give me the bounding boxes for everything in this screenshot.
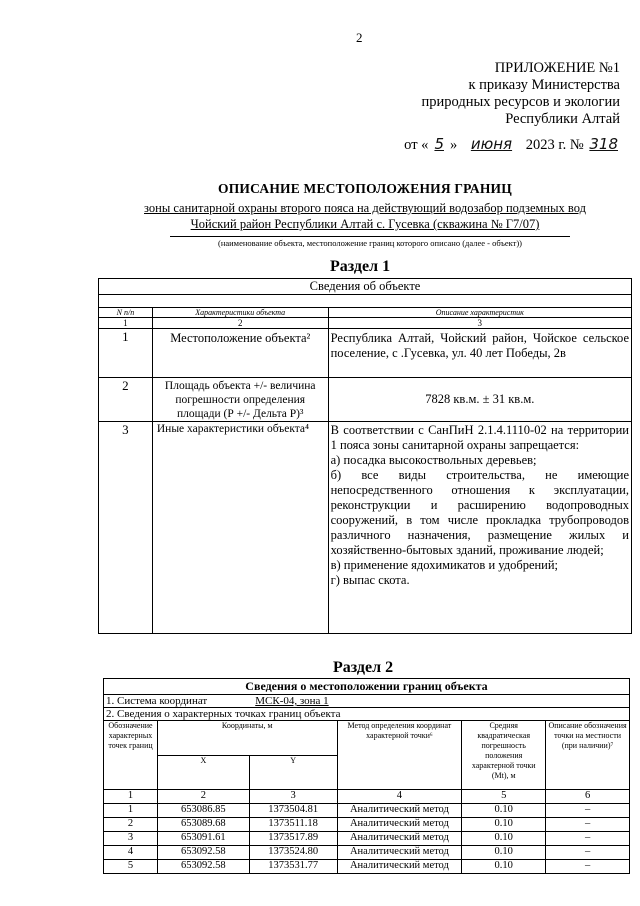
table-row: 3 653091.61 1373517.89 Аналитический метод 0.10 – (104, 832, 630, 846)
handwritten-order-number: 318 (589, 135, 618, 153)
header-accuracy: Средняя квадратическая погрешность положения характерной точки (Мt), м (462, 721, 546, 790)
document-title-block (100, 181, 630, 248)
header-method: Метод определения координат характерной точки⁶ (337, 721, 462, 790)
order-date-line (404, 136, 620, 154)
section-1-title: Раздел 1 (330, 258, 391, 275)
desc-line: в) применение ядохимикатов и удобрений; (330, 558, 559, 572)
table-row: 2 Площадь объекта +/- величина погрешности определения площади (Р +/- Дельта Р)³ 7828 кв.м. ± 31 кв.м. (99, 378, 632, 422)
desc-line: В соответствии с СанПиН 2.1.4.1110-02 на территории 1 пояса зоны санитарной охраны запрещается: (330, 423, 629, 452)
title-caption: (наименование объекта, местоположение границ которого описано (далее - объект)) (170, 236, 570, 248)
appendix-line-2: к приказу Министерства (468, 77, 620, 93)
table-row: 5 653092.58 1373531.77 Аналитический метод 0.10 – (104, 860, 630, 874)
handwritten-month: июня (470, 135, 513, 153)
header-description: Описание характеристик (328, 308, 631, 318)
table-row: 1 653086.85 1373504.81 Аналитический метод 0.10 – (104, 804, 630, 818)
coord-system-label: 1. Система координат (106, 695, 208, 707)
header-characteristic: Характеристики объекта (152, 308, 328, 318)
section-2-title: Раздел 2 (333, 659, 394, 676)
table-row: 4 653092.58 1373524.80 Аналитический метод 0.10 – (104, 846, 630, 860)
year-text: 2023 г. № (525, 137, 584, 153)
object-info-table: Сведения об объекте N п/п Характеристики объекта Описание характеристик 1 2 3 1 Местоположение объекта² Республика Алтай, Чойский район, Чойское сельское поселение, с .Гусевка, ул. 40 лет Победы, 2в 2 Площадь объекта +/- величина погрешности определения площади (Р +/- Дельта Р)³ 7828 кв.м. ± 31 кв.м. 3 Иные характеристики объекта⁴ В соответствии с СанПиН 2.1.4.1110-02 на территории 1 пояса зоны санитарной охраны запрещается: а) посадка высокоствольных деревьев; б) все виды строительства, не имеющие непосредственного отношения к эксплуатации, реконструкции и расширению водопроводных сооружений, в том числе прокладка трубопроводов различного назначения, размещение жилых и хозяйственно-бытовых зданий, проживание людей; в) применение ядохимикатов и удобрений; г) выпас скота. (98, 278, 632, 634)
header-designation: Обозначение характерных точек границ (104, 721, 158, 790)
page-number: 2 (356, 30, 363, 45)
desc-line: б) все виды строительства, не имеющие непосредственного отношения к эксплуатации, реконструкции и расширению водопроводных сооружений, в том числе прокладка трубопроводов различного назначения, размещение жилых и хозяйственно-бытовых зданий, проживание людей; (330, 468, 629, 557)
table-row: 2 653089.68 1373511.18 Аналитический метод 0.10 – (104, 818, 630, 832)
table-row: 3 Иные характеристики объекта⁴ В соответствии с СанПиН 2.1.4.1110-02 на территории 1 пояса зоны санитарной охраны запрещается: а) посадка высокоствольных деревьев; б) все виды строительства, не имеющие непосредственного отношения к эксплуатации, реконструкции и расширению водопроводных сооружений, в том числе прокладка трубопроводов различного назначения, размещение жилых и хозяйственно-бытовых зданий, проживание людей; в) применение ядохимикатов и удобрений; г) выпас скота. (99, 422, 632, 634)
header-point-description: Описание обозначения точки на местности (при наличии)⁷ (546, 721, 630, 790)
appendix-line-1: ПРИЛОЖЕНИЕ №1 (494, 60, 620, 76)
appendix-block (404, 60, 620, 154)
header-y: Y (249, 755, 337, 790)
table-row: 1 Местоположение объекта² Республика Алтай, Чойский район, Чойское сельское поселение, с .Гусевка, ул. 40 лет Победы, 2в (99, 329, 632, 378)
header-coordinates: Координаты, м (157, 721, 337, 756)
table-title: Сведения об объекте (99, 279, 632, 295)
object-name: зоны санитарной охраны второго пояса на действующий водозабор подземных вод (144, 201, 586, 215)
desc-line: г) выпас скота. (330, 573, 410, 587)
document-title: ОПИСАНИЕ МЕСТОПОЛОЖЕНИЯ ГРАНИЦ (218, 181, 512, 196)
date-mid: » (449, 137, 458, 153)
coord-system-value: МСК-04, зона 1 (255, 695, 329, 707)
appendix-line-4: Республики Алтай (505, 111, 620, 127)
header-n: N п/п (99, 308, 153, 318)
header-x: X (157, 755, 249, 790)
appendix-line-3: природных ресурсов и экологии (421, 94, 620, 110)
date-prefix: от « (404, 137, 429, 153)
boundary-points-table: Сведения о местоположении границ объекта 1. Система координат МСК-04, зона 1 2. Сведения о характерных точках границ объекта Обозначение характерных точек границ Координаты, м Метод определения координат характерной точки⁶ Средняя квадратическая погрешность положения характерной точки (Мt), м Описание обозначения точки на местности (при наличии)⁷ X Y 1 2 3 4 5 6 1 653086.85 1373504.81 Аналитический метод 0.10 – 2 653089.68 1373511.18 Аналитический метод 0.10 – 3 653091.61 1373517.89 Аналитический метод 0.10 – 4 653092.58 1373524.80 Аналитический метод 0.10 – 5 653092.58 1373531.77 Аналитический метод 0.10 – (103, 678, 630, 874)
object-location: Чойский район Республики Алтай с. Гусевка (скважина № Г7/07) (190, 217, 540, 231)
desc-line: а) посадка высокоствольных деревьев; (330, 453, 537, 467)
table-title: Сведения о местоположении границ объекта (104, 679, 630, 695)
handwritten-day: 5 (434, 135, 444, 153)
points-label: 2. Сведения о характерных точках границ объекта (104, 708, 630, 721)
coord-system-row (104, 695, 630, 708)
